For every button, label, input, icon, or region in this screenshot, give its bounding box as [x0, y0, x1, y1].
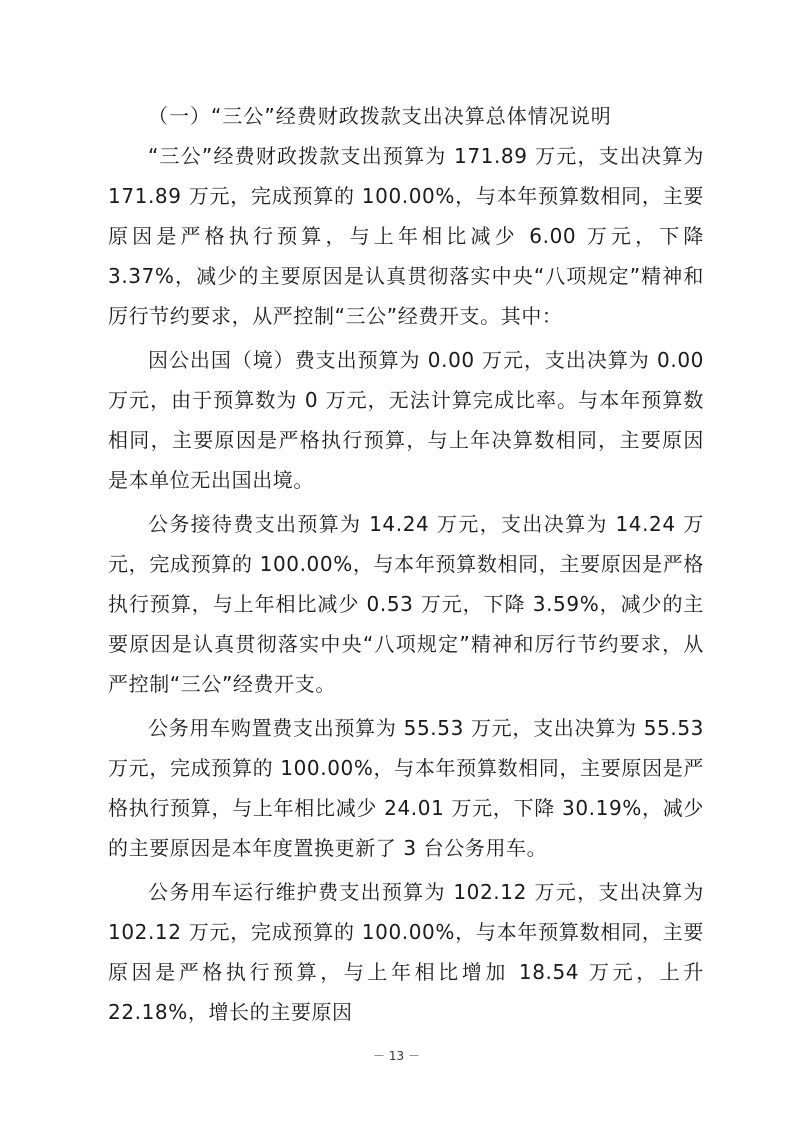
page-number: － 13 － [373, 1049, 420, 1063]
paragraph-total-summary: “三公”经费财政拨款支出预算为 171.89 万元，支出决算为 171.89 万元，完成预算的 100.00%，与本年预算数相同，主要原因是严格执行预算，与上年相比减少 6.00 万元，下降 3.37%，减少的主要原因是认真贯彻落实中央“八项规定”精神和厉行节约要求，从严控制“三公”经费开支。其中： [108, 144, 704, 328]
document-body [108, 96, 704, 1036]
paragraph-official-reception: 公务接待费支出预算为 14.24 万元，支出决算为 14.24 万元，完成预算的 100.00%，与本年预算数相同，主要原因是严格执行预算，与上年相比减少 0.53 万元，下降 3.59%，减少的主要原因是认真贯彻落实中央“八项规定”精神和厉行节约要求，从严控制“三公”经费开支。 [108, 512, 704, 696]
paragraph-overseas-travel: 因公出国（境）费支出预算为 0.00 万元，支出决算为 0.00 万元，由于预算数为 0 万元，无法计算完成比率。与本年预算数相同，主要原因是严格执行预算，与上年决算数相同，主要原因是本单位无出国出境。 [108, 348, 704, 492]
paragraph-vehicle-purchase: 公务用车购置费支出预算为 55.53 万元，支出决算为 55.53 万元，完成预算的 100.00%，与本年预算数相同，主要原因是严格执行预算，与上年相比减少 24.01 万元，下降 30.19%，减少的主要原因是本年度置换更新了 3 台公务用车。 [108, 716, 704, 860]
section-heading: （一）“三公”经费财政拨款支出决算总体情况说明 [148, 104, 612, 128]
paragraph-vehicle-maintenance: 公务用车运行维护费支出预算为 102.12 万元，支出决算为 102.12 万元，完成预算的 100.00%，与本年预算数相同，主要原因是严格执行预算，与上年相比增加 18.54 万元，上升 22.18%，增长的主要原因 [108, 880, 704, 1024]
